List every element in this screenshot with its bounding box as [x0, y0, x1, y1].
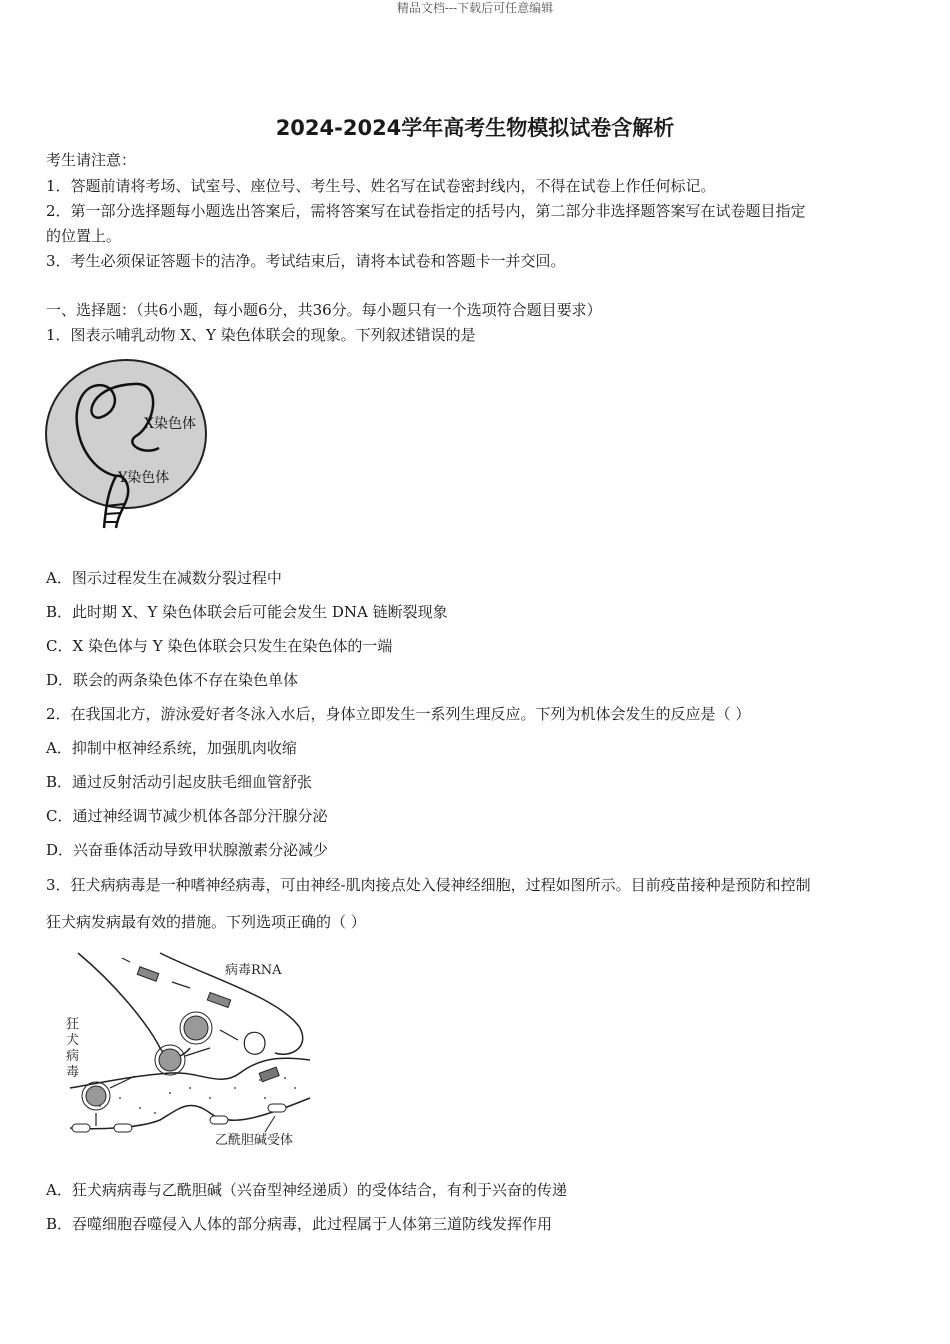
- q3-stem-line2: 狂犬病发病最有效的措施。下列选项正确的（ ）: [46, 913, 366, 931]
- receptor-label: 乙酰胆碱受体: [215, 1133, 294, 1148]
- q3-option-a[interactable]: A．狂犬病病毒与乙酰胆碱（兴奋型神经递质）的受体结合，有利于兴奋的传递: [46, 1181, 567, 1199]
- q3-figure: [60, 948, 320, 1148]
- q2-stem: 2．在我国北方，游泳爱好者冬泳入水后，身体立即发生一系列生理反应。下列为机体会发生的反应是（ ）: [46, 705, 751, 723]
- q1-option-b[interactable]: B．此时期 X、Y 染色体联会后可能会发生 DNA 链断裂现象: [46, 603, 448, 621]
- notice-item-3: 3．考生必须保证答题卡的洁净。考试结束后，请将本试卷和答题卡一并交回。: [46, 252, 566, 270]
- page-title: 2024-2024学年高考生物模拟试卷含解析: [275, 116, 675, 140]
- q3-option-b[interactable]: B．吞噬细胞吞噬侵入人体的部分病毒，此过程属于人体第三道防线发挥作用: [46, 1215, 553, 1233]
- q2-option-c[interactable]: C．通过神经调节减少机体各部分汗腺分泌: [46, 807, 328, 825]
- section-heading: 一、选择题：（共6小题，每小题6分，共36分。每小题只有一个选项符合题目要求）: [46, 301, 602, 319]
- notice-item-1: 1．答题前请将考场、试室号、座位号、考生号、姓名写在试卷密封线内，不得在试卷上作任何标记。: [46, 177, 716, 195]
- virus-label-4: 毒: [66, 1065, 80, 1080]
- notice-item-2-cont: 的位置上。: [46, 227, 122, 245]
- virus-label-3: 病: [66, 1049, 80, 1064]
- q1-option-d[interactable]: D．联会的两条染色体不存在染色单体: [46, 671, 299, 689]
- q1-option-c[interactable]: C．X 染色体与 Y 染色体联会只发生在染色体的一端: [46, 637, 393, 655]
- notice-heading: 考生请注意：: [46, 151, 137, 169]
- y-label: Y染色体: [118, 470, 170, 486]
- q1-figure: [44, 356, 214, 534]
- virus-label-2: 犬: [66, 1033, 80, 1048]
- notice-item-2: 2．第一部分选择题每小题选出答案后，需将答案写在试卷指定的括号内，第二部分非选择题答案写在试卷题目指定: [46, 202, 806, 220]
- q2-option-b[interactable]: B．通过反射活动引起皮肤毛细血管舒张: [46, 773, 313, 791]
- rna-label: 病毒RNA: [225, 963, 282, 978]
- page-header-note: 精品文档---下载后可任意编辑: [396, 1, 554, 15]
- q1-option-a[interactable]: A．图示过程发生在减数分裂过程中: [46, 569, 282, 587]
- x-label: X染色体: [144, 416, 196, 432]
- q2-option-d[interactable]: D．兴奋垂体活动导致甲状腺激素分泌减少: [46, 841, 329, 859]
- q3-stem-line1: 3．狂犬病病毒是一种嗜神经病毒，可由神经-肌肉接点处入侵神经细胞，过程如图所示。目前疫苗接种是预防和控制: [46, 876, 811, 894]
- q1-stem: 1．图表示哺乳动物 X、Y 染色体联会的现象。下列叙述错误的是: [46, 326, 476, 344]
- virus-label-1: 狂: [66, 1017, 80, 1032]
- q2-option-a[interactable]: A．抑制中枢神经系统，加强肌肉收缩: [46, 739, 297, 757]
